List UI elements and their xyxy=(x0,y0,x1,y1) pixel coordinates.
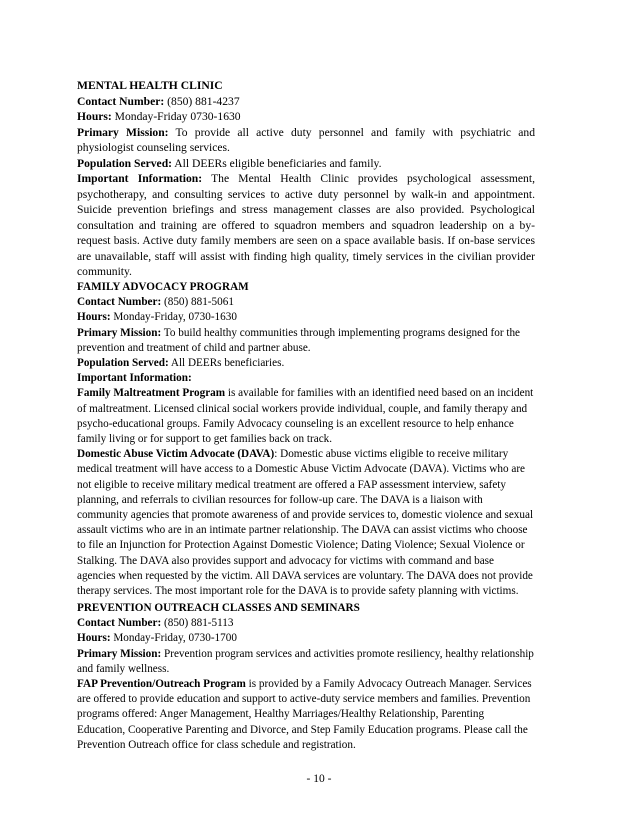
hours-value: Monday-Friday, 0730-1700 xyxy=(110,632,237,645)
fap-paragraph xyxy=(77,677,535,753)
page-number: - 10 - xyxy=(306,773,332,785)
section-heading: MENTAL HEALTH CLINIC xyxy=(77,79,223,92)
dava-paragraph xyxy=(77,447,535,599)
family-advocacy-section xyxy=(77,280,535,599)
contact-line xyxy=(77,295,535,310)
population-value: All DEERs eligible beneficiaries and family. xyxy=(172,156,382,170)
mission-label: Primary Mission: xyxy=(77,326,162,339)
mission-label: Primary Mission: xyxy=(77,647,162,660)
mental-health-section xyxy=(77,78,535,280)
hours-line xyxy=(77,109,535,125)
population-label: Population Served: xyxy=(77,156,173,170)
prevention-section xyxy=(77,601,535,753)
hours-line xyxy=(77,631,535,646)
contact-value: (850) 881-5061 xyxy=(161,296,234,309)
contact-value: (850) 881-4237 xyxy=(164,94,240,108)
mission-line xyxy=(77,647,535,677)
population-line xyxy=(77,356,535,371)
mission-line xyxy=(77,326,535,356)
hours-line xyxy=(77,310,535,325)
dava-label: Domestic Abuse Victim Advocate (DAVA) xyxy=(77,448,275,461)
contact-value: (850) 881-5113 xyxy=(161,617,234,630)
contact-label: Contact Number: xyxy=(77,296,162,309)
contact-line xyxy=(77,94,535,110)
info-value: The Mental Health Clinic provides psychological assessment, psychotherapy, and consulting services to active duty personnel by walk-in and appointment. Suicide prevention briefings and stress management classes are also provided. Psychological consultation and training are offered to squadron members and squadron leadership on a by-request basis. Active duty family members are seen on a space available basis. If on-base services are unavailable, staff will assist with finding high quality, timely services in the civilian provider community. xyxy=(77,172,535,278)
mission-value: Prevention program services and activities promote resiliency, healthy relationship and family wellness. xyxy=(77,647,534,675)
mission-value: To build healthy communities through implementing programs designed for the prevention and treatment of child and partner abuse. xyxy=(77,326,521,354)
fap-label: FAP Prevention/Outreach Program xyxy=(77,678,246,691)
contact-label: Contact Number: xyxy=(77,617,162,630)
contact-line xyxy=(77,616,535,631)
mission-value: To provide all active duty personnel and family with psychiatric and physiologist counseling services. xyxy=(77,125,535,154)
hours-label: Hours: xyxy=(77,632,111,645)
contact-label: Contact Number: xyxy=(77,94,165,108)
dava-value: : Domestic abuse victims eligible to receive military medical treatment will have access to a Domestic Abuse Victim Advocate (DAVA). Victims who are not eligible to receive military medical treatment are offered a FAP assessment interview, safety planning, and referrals to civilian resources for follow-up care. The DAVA is a liaison with community agencies that promote awareness of and provide services to, domestic violence and sexual assault victims who are in an intimate partner relationship. The DAVA can assist victims who choose to file an Injunction for Protection Against Domestic Violence; Dating Violence; Sexual Violence or Stalking. The DAVA also provides support and advocacy for victims with command and base agencies when requested by the victim. All DAVA services are voluntary. The DAVA does not provide therapy services. The most important role for the DAVA is to provide safety planning with victims. xyxy=(77,448,534,598)
mission-line xyxy=(77,125,535,156)
fap-value: is provided by a Family Advocacy Outreach Manager. Services are offered to provide education and support to active-duty service members and families. Prevention programs offered: Anger Management, Healthy Marriages/Healthy Relationship, Parenting Education, Cooperative Parenting and Divorce, and Step Family Education programs. Please call the Prevention Outreach office for class schedule and registration. xyxy=(77,678,532,751)
population-line xyxy=(77,156,535,172)
info-label: Important Information: xyxy=(77,172,203,185)
hours-label: Hours: xyxy=(77,110,112,123)
population-value: All DEERs beneficiaries. xyxy=(168,357,285,370)
info-label: Important Information: xyxy=(77,372,192,385)
fmp-label: Family Maltreatment Program xyxy=(77,387,226,400)
hours-value: Monday-Friday 0730-1630 xyxy=(111,110,241,123)
info-line xyxy=(77,171,535,280)
section-heading: FAMILY ADVOCACY PROGRAM xyxy=(77,281,249,293)
section-heading: PREVENTION OUTREACH CLASSES AND SEMINARS xyxy=(77,602,360,614)
fmp-value: is available for families with an identified need based on an incident of maltreatment. Licensed clinical social workers provide individual, couple, and family therapy and psycho-educational groups. Family Advocacy counseling is an excellent resource to help enhance family living or for support to get families back on track. xyxy=(77,387,534,446)
hours-label: Hours: xyxy=(77,311,111,324)
fmp-paragraph xyxy=(77,386,535,447)
hours-value: Monday-Friday, 0730-1630 xyxy=(110,311,237,324)
population-label: Population Served: xyxy=(77,357,169,370)
mission-label: Primary Mission: xyxy=(77,125,169,139)
